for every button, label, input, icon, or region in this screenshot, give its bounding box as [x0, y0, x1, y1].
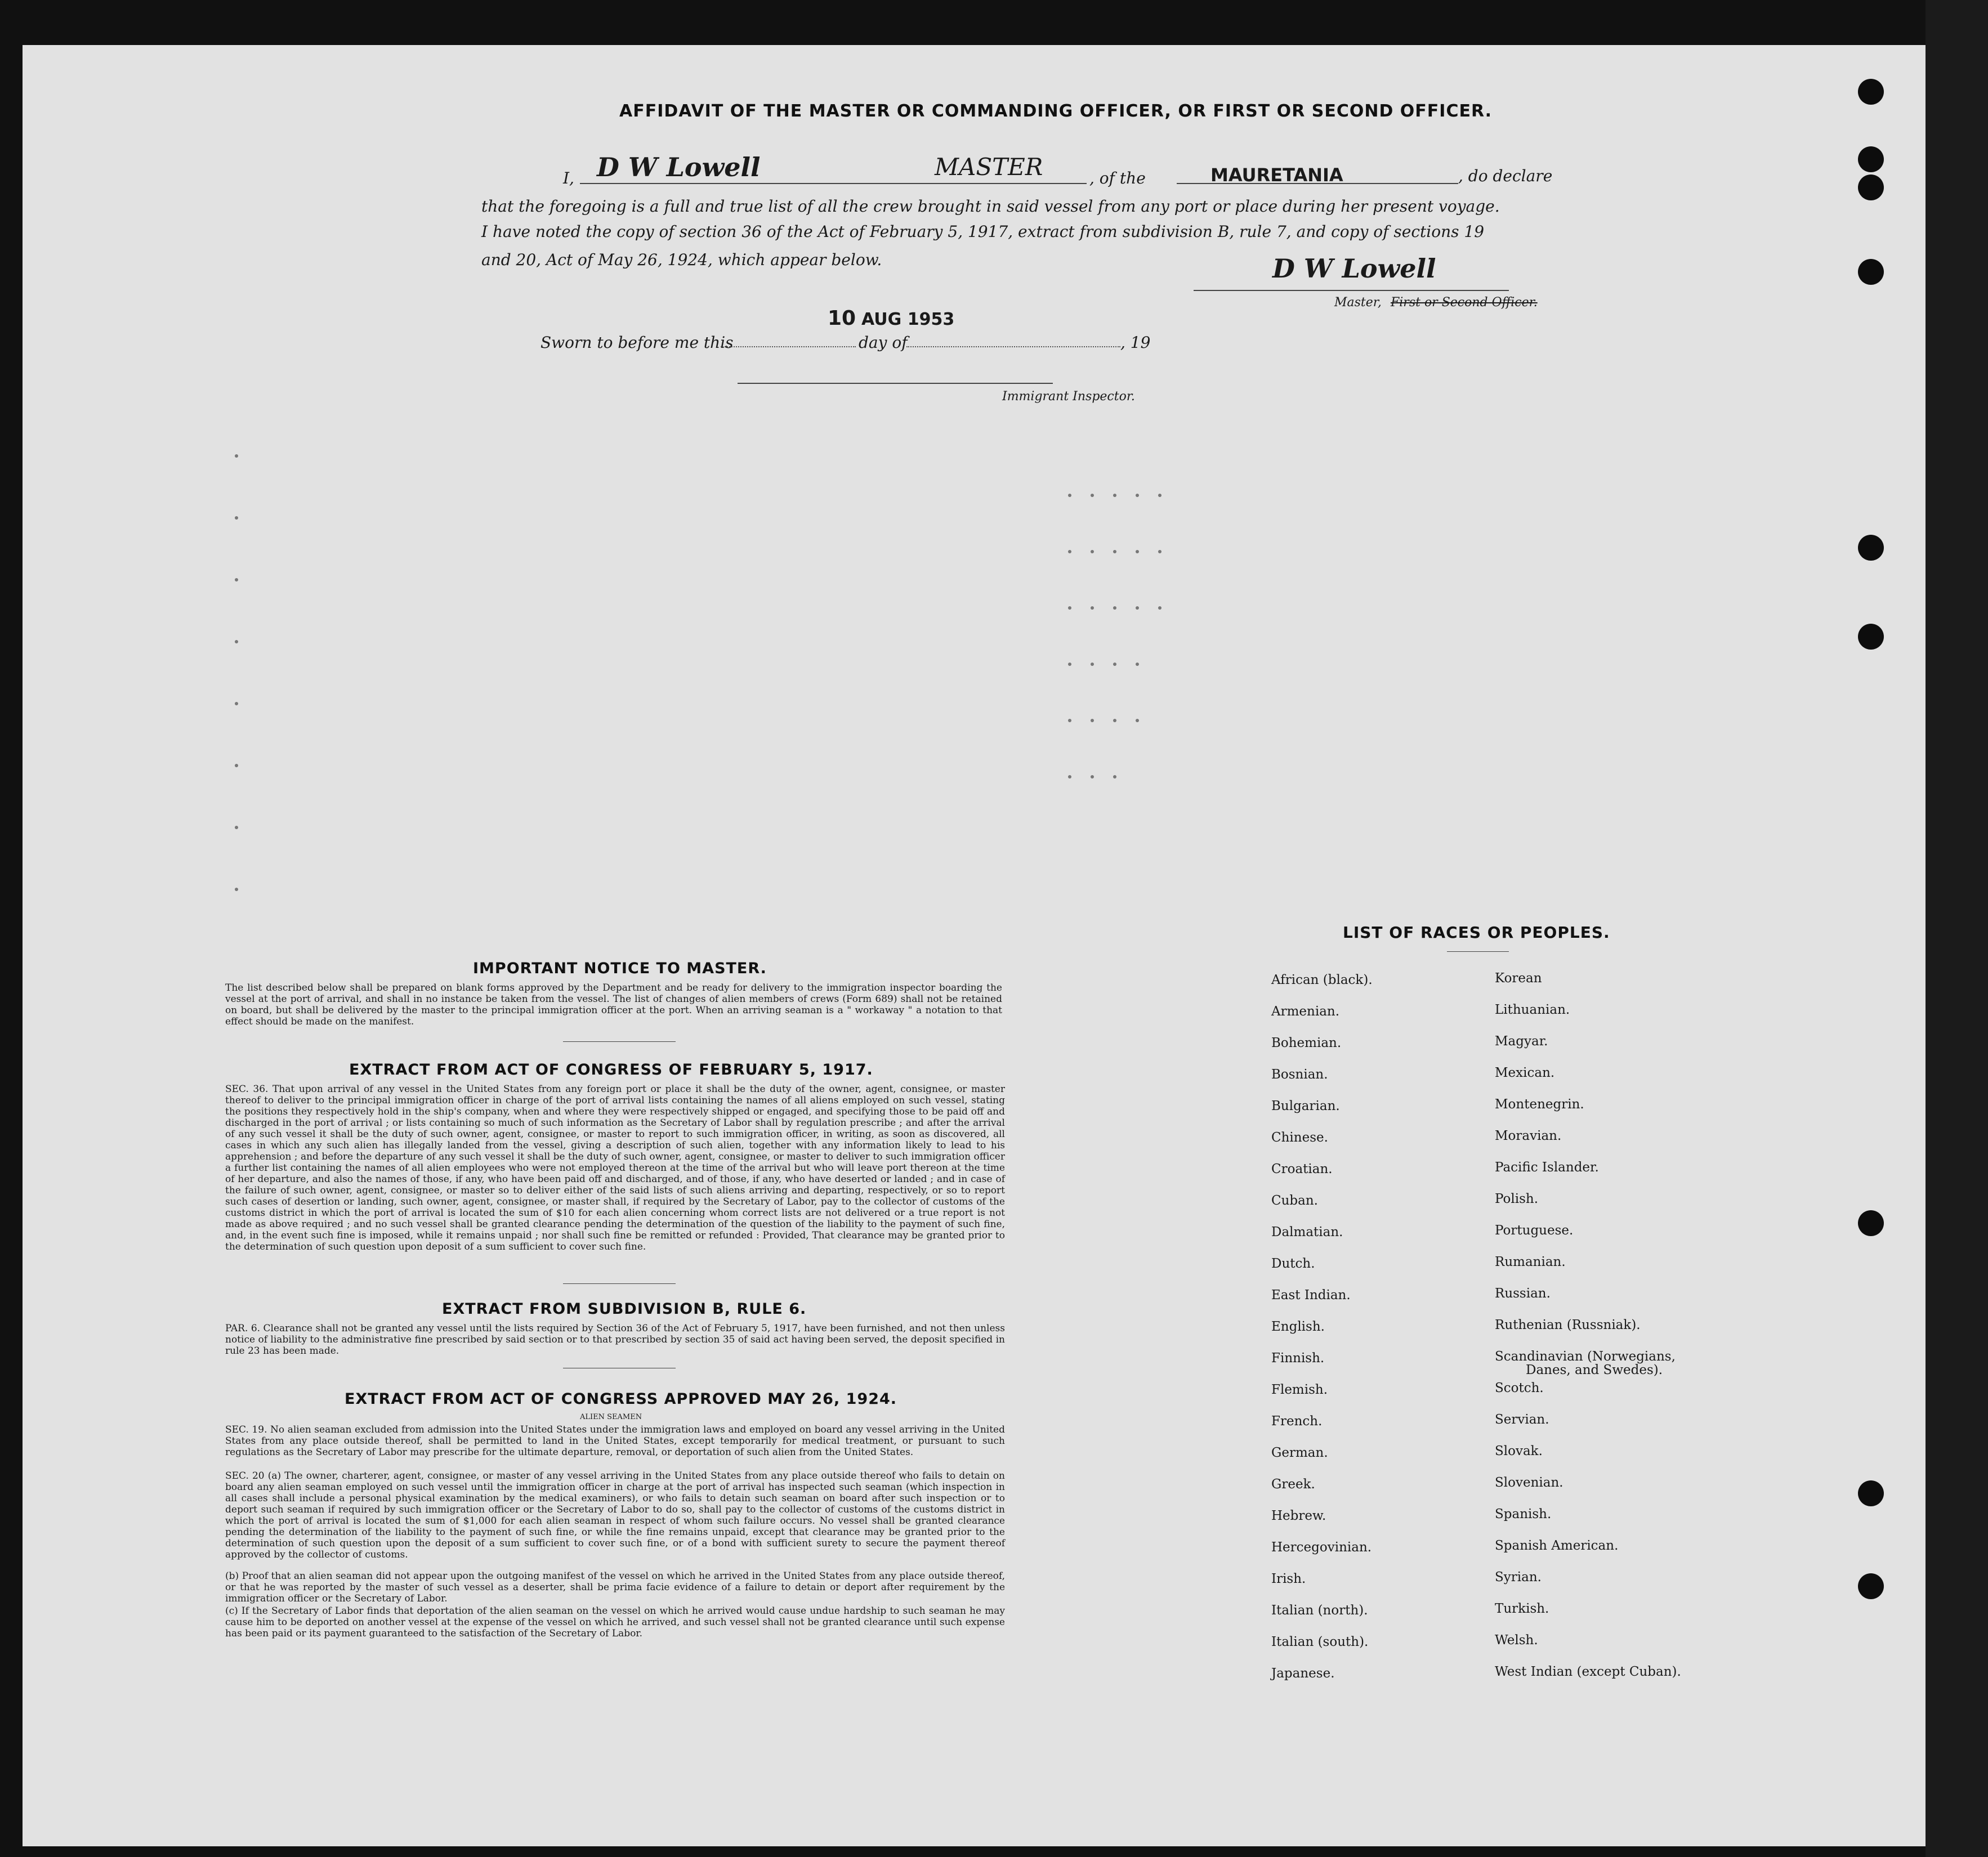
subdivision-b-body: PAR. 6. Clearance shall not be granted any vessel until the lists required by Section 36 of the Act of February 5, 1917, have been furnished, and not then unless notice of liability to the administrative fine prescribed by said section or to that prescribed by section 35 of said act having been served, the deposit specified in rule 23 has been made.: [225, 1323, 1005, 1357]
divider: [563, 1283, 676, 1284]
scanner-edge: [1926, 0, 1988, 1857]
race-item: Spanish.: [1495, 1507, 1552, 1522]
race-item: Spanish American.: [1495, 1538, 1619, 1553]
faint-dot-grid: [214, 439, 1340, 946]
punch-hole: [1858, 146, 1884, 172]
race-item: Rumanian.: [1495, 1255, 1566, 1269]
race-item: Greek.: [1271, 1477, 1315, 1492]
day-of-label: day of: [859, 333, 908, 352]
signature-rule: [1194, 290, 1509, 291]
sec-20c-body: (c) If the Secretary of Labor finds that deportation of the alien seaman on the vessel on which he arrived would cause undue hardship to such seaman he may cause him to be deported on another vessel at the expense of the vessel on which he arrived, and such vessel shall not be granted clearance until such expense has been paid or its payment guaranteed to the satisfaction of the Secretary of Labor.: [225, 1605, 1005, 1639]
race-item: Montenegrin.: [1495, 1097, 1584, 1112]
rank-handwritten: MASTER: [935, 153, 1043, 181]
race-item: East Indian.: [1271, 1288, 1351, 1303]
divider: [563, 1041, 676, 1042]
race-item: Russian.: [1495, 1286, 1551, 1301]
master-signature: D W Lowell: [597, 152, 761, 182]
race-item: Dutch.: [1271, 1256, 1315, 1271]
race-item: Cuban.: [1271, 1193, 1318, 1208]
races-title: LIST OF RACES OR PEOPLES.: [1343, 923, 1610, 942]
race-item: Croatian.: [1271, 1162, 1333, 1176]
punch-hole: [1858, 1210, 1884, 1236]
race-item: Lithuanian.: [1495, 1003, 1570, 1017]
race-item: Dalmatian.: [1271, 1225, 1343, 1240]
date-stamp-month-year: AUG 1953: [861, 310, 955, 329]
inspector-label: Immigrant Inspector.: [1002, 390, 1135, 404]
race-item: Scotch.: [1495, 1381, 1544, 1395]
race-item: Hebrew.: [1271, 1509, 1326, 1523]
declaration-line-1: that the foregoing is a full and true list of all the crew brought in said vessel from any port or place during her present voyage.: [481, 197, 1500, 216]
race-item-continuation: Danes, and Swedes).: [1526, 1363, 1663, 1377]
race-item: Chinese.: [1271, 1130, 1328, 1145]
alien-seamen-subtitle: ALIEN SEAMEN: [580, 1413, 642, 1421]
race-item: Flemish.: [1271, 1382, 1328, 1397]
of-the-label: , of the: [1089, 169, 1146, 187]
race-item: Armenian.: [1271, 1004, 1340, 1019]
race-item: Italian (north).: [1271, 1603, 1368, 1618]
master-signature-2: D W Lowell: [1272, 253, 1436, 284]
date-stamp-day: 10: [828, 307, 856, 330]
race-item: Welsh.: [1495, 1633, 1538, 1648]
race-item: Mexican.: [1495, 1066, 1555, 1080]
extract-1917-body: SEC. 36. That upon arrival of any vessel in the United States from any foreign port or place it shall be the duty of the owner, agent, consignee, or master thereof to deliver to the principal immigration officer in charge of the port of arrival lists containing the names of all aliens employed on such vessel, stating the positions they respectively hold in the ship's company, when and where they were respectively shipped or engaged, and specifying those to be paid off and discharged in the port of arrival ; or lists containing so much of such information as the Secretary of Labor shall by regulation prescribe ; and after the arrival of any such vessel it shall be the duty of such owner, agent, consignee, or master to report to such immigration officer, in writing, as soon as discovered, all cases in which any such alien has illegally landed from the vessel, giving a description of such alien, together with any information likely to lead to his apprehension ; and before the departure of any such vessel it shall be the duty of such owner, agent, consignee, or master to deliver to such immigration officer a further list containing the names of all alien employees who were not employed thereon at the time of the arrival but who will leave port thereon at the time of her departure, and also the names of those, if any, who have been paid off and discharged, and of those, if any, who have deserted or landed ; and in case of the failure of such owner, agent, consignee, or master so to deliver either of the said lists of such aliens arriving and departing, respectively, or so to report such cases of desertion or landing, such owner, agent, consignee, or master shall, if required by the Secretary of Labor, pay to the collector of customs of the customs district in which the port of arrival is located the sum of $10 for each alien concerning whom correct lists are not delivered or a true report is not made as above required ; and no such vessel shall be granted clearance pending the determination of the question of the liability to the payment of such fine, and, in the event such fine is imposed, while it remains unpaid ; nor shall such fine be remitted or refunded : Provided, That clearance may be granted prior to the determination of such question upon deposit of a sum sufficient to cover such fine.: [225, 1084, 1005, 1252]
inspector-rule: [738, 383, 1053, 384]
race-item: African (black).: [1271, 973, 1373, 987]
race-item: Turkish.: [1495, 1601, 1549, 1616]
race-item: Italian (south).: [1271, 1635, 1369, 1649]
declaration-line-2: I have noted the copy of section 36 of the Act of February 5, 1917, extract from subdivision B, rule 7, and copy of sections 19: [481, 222, 1485, 241]
race-item: Japanese.: [1271, 1666, 1335, 1681]
extract-1917-title: EXTRACT FROM ACT OF CONGRESS OF FEBRUARY 5, 1917.: [349, 1061, 873, 1079]
sworn-month-rule: [906, 346, 1120, 347]
punch-hole: [1858, 79, 1884, 105]
sworn-label: Sworn to before me this: [540, 333, 734, 352]
race-item: French.: [1271, 1414, 1323, 1429]
punch-hole: [1858, 259, 1884, 285]
race-item: Pacific Islander.: [1495, 1160, 1599, 1175]
sec-19-body: SEC. 19. No alien seaman excluded from admission into the United States under the immigration laws and employed on board any vessel arriving in the United States from any place outside thereof, shall be permitted to land in the United States, except temporarily for medical treatment, or pursuant to such regulations as the Secretary of Labor may prescribe for the ultimate departure, removal, or deportation of such alien from the United States.: [225, 1424, 1005, 1458]
race-item: Ruthenian (Russniak).: [1495, 1318, 1641, 1332]
sworn-day-rule: [721, 346, 856, 347]
punch-hole: [1858, 1573, 1884, 1599]
race-item: Scandinavian (Norwegians,: [1495, 1349, 1676, 1364]
divider: [1447, 951, 1509, 952]
i-label: I,: [563, 169, 574, 187]
race-item: Slovak.: [1495, 1444, 1543, 1458]
affidavit-title: AFFIDAVIT OF THE MASTER OR COMMANDING OFFICER, OR FIRST OR SECOND OFFICER.: [619, 101, 1493, 121]
notice-title: IMPORTANT NOTICE TO MASTER.: [473, 960, 767, 977]
race-item: Portuguese.: [1495, 1223, 1574, 1238]
race-item: Bulgarian.: [1271, 1099, 1340, 1113]
punch-hole: [1858, 174, 1884, 200]
master-label: Master,: [1334, 296, 1382, 310]
race-item: Irish.: [1271, 1572, 1306, 1586]
punch-hole: [1858, 535, 1884, 561]
do-declare-label: , do declare: [1458, 167, 1553, 185]
race-item: Syrian.: [1495, 1570, 1542, 1585]
year-label: , 19: [1120, 333, 1151, 352]
race-item: Finnish.: [1271, 1351, 1325, 1366]
race-item: Slovenian.: [1495, 1475, 1563, 1490]
sec-20b-body: (b) Proof that an alien seaman did not appear upon the outgoing manifest of the vessel on which he arrived in the United States from any place outside thereof, or that he was reported by the master of such vessel as a deserter, shall be prima facie evidence of a failure to detain or deport after requirement by the immigration officer or the Secretary of Labor.: [225, 1570, 1005, 1604]
race-item: Magyar.: [1495, 1034, 1548, 1049]
race-item: English.: [1271, 1319, 1325, 1334]
notice-body: The list described below shall be prepared on blank forms approved by the Department and be ready for delivery to the immigration inspector boarding the vessel at the port of arrival, and shall in no instance be taken from the vessel. The list of changes of alien members of crews (Form 689) shall not be retained on board, but shall be delivered by the master to the principal immigration officer at the port. When an arriving seaman is a " workaway " a notation to that effect should be made on the manifest.: [225, 982, 1002, 1027]
race-item: Servian.: [1495, 1412, 1549, 1427]
sec-20a-body: SEC. 20 (a) The owner, charterer, agent, consignee, or master of any vessel arriving in the United States from any place outside thereof who fails to detain on board any alien seaman employed on such vessel until the immigration officer in charge at the port of arrival has inspected such seaman (which inspection in all cases shall include a personal physical examination by the medical examiners), or who fails to detain such seaman on board after such inspection or to deport such seaman if required by such immigration officer or the Secretary of Labor to do so, shall pay to the collector of customs of the customs district in which the port of arrival is located the sum of $1,000 for each alien seaman in respect of whom such failure occurs. No vessel shall be granted clearance pending the determination of the liability to the payment of such fine, or while the fine remains unpaid, except that clearance may be granted prior to the determination of such question upon the deposit of a sum sufficient to cover such fine, or of a bond with sufficient surety to secure the payment thereof approved by the collector of customs.: [225, 1470, 1005, 1560]
race-item: German.: [1271, 1446, 1328, 1460]
race-item: Korean: [1495, 971, 1542, 986]
vessel-name: MAURETANIA: [1210, 164, 1343, 186]
race-item: Moravian.: [1495, 1129, 1562, 1143]
race-item: Bohemian.: [1271, 1036, 1342, 1050]
struck-officer-label: First or Second Officer.: [1391, 296, 1538, 310]
race-item: West Indian (except Cuban).: [1495, 1664, 1681, 1679]
declaration-line-3: and 20, Act of May 26, 1924, which appear below.: [481, 250, 882, 269]
punch-hole: [1858, 624, 1884, 650]
subdivision-b-title: EXTRACT FROM SUBDIVISION B, RULE 6.: [442, 1300, 807, 1318]
race-item: Bosnian.: [1271, 1067, 1328, 1082]
punch-hole: [1858, 1480, 1884, 1506]
race-item: Hercegovinian.: [1271, 1540, 1372, 1555]
extract-1924-title: EXTRACT FROM ACT OF CONGRESS APPROVED MAY 26, 1924.: [345, 1390, 897, 1408]
name-rule: [580, 183, 1087, 184]
race-item: Polish.: [1495, 1192, 1539, 1206]
